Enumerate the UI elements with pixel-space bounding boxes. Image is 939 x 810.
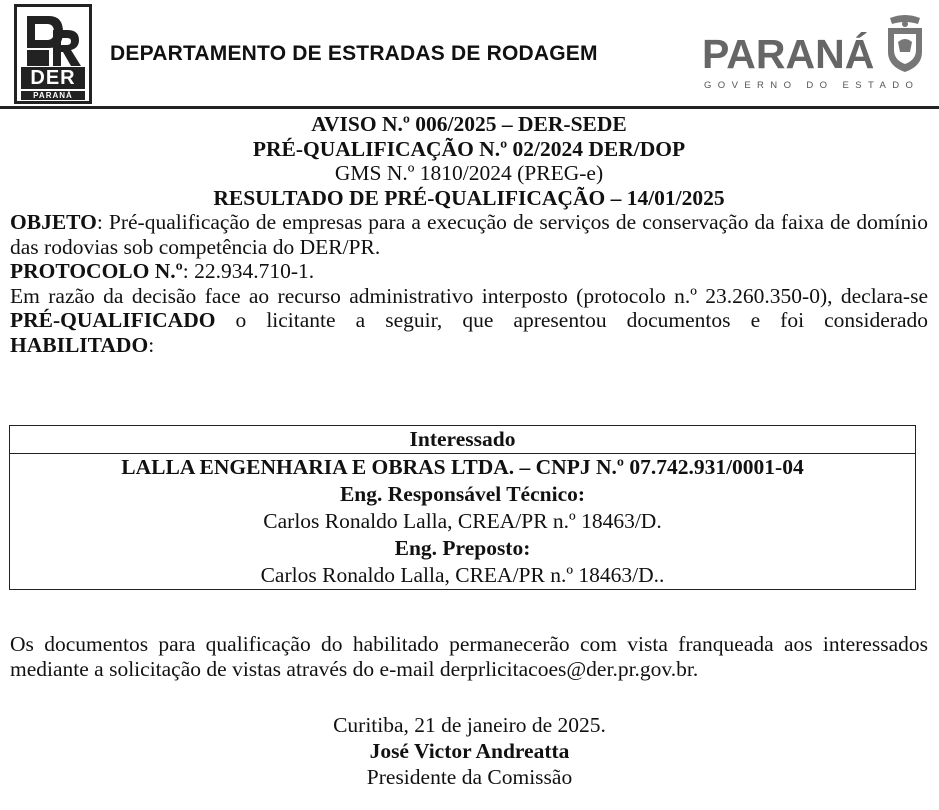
object-label: OBJETO	[10, 210, 97, 234]
decision-text-3: :	[148, 332, 155, 357]
decision-text-1: Em razão da decisão face ao recurso administrativo interposto (protocolo n.º 23.260.350-0), declara-se	[10, 283, 928, 308]
state-coat-of-arms-icon	[882, 12, 928, 74]
technical-responsible-value: Carlos Ronaldo Lalla, CREA/PR n.º 18463/D.	[263, 509, 662, 533]
der-logo-subtext: PARANÁ	[21, 91, 85, 100]
department-title: DEPARTAMENTO DE ESTRADAS DE RODAGEM	[110, 42, 598, 65]
signer-name: José Victor Andreatta	[369, 739, 570, 763]
der-logo-text: DER	[21, 67, 85, 89]
company-row: LALLA ENGENHARIA E OBRAS LTDA. – CNPJ N.º 07.742.931/0001-04	[121, 455, 804, 479]
result-title: RESULTADO DE PRÉ-QUALIFICAÇÃO – 14/01/2025	[213, 185, 725, 210]
documents-paragraph: Os documentos para qualificação do habilitado permanecerão com vista franqueada aos interessados mediante a solicitação de vistas através do e-mail derprlicitacoes@der.pr.gov.br.	[10, 632, 928, 681]
signer-role: Presidente da Comissão	[366, 765, 573, 789]
prequalification-number: PRÉ-QUALIFICAÇÃO N.º 02/2024 DER/DOP	[252, 136, 686, 161]
table-header: Interessado	[10, 426, 915, 454]
interested-party-table	[9, 425, 916, 590]
header-divider	[0, 106, 939, 109]
der-logo-mark-icon	[23, 12, 83, 68]
notice-body	[10, 112, 928, 357]
protocol-paragraph	[10, 259, 928, 284]
protocol-value: : 22.934.710-1.	[182, 259, 315, 283]
place-date: Curitiba, 21 de janeiro de 2025.	[333, 713, 606, 737]
parana-government-logo	[700, 10, 935, 96]
notice-title: AVISO N.º 006/2025 – DER-SEDE	[311, 112, 627, 136]
protocol-label: PROTOCOLO N.º	[10, 259, 183, 283]
representative-label: Eng. Preposto:	[394, 536, 531, 560]
qualified-label: HABILITADO	[10, 332, 149, 357]
prequalified-label: PRÉ-QUALIFICADO	[10, 308, 216, 332]
signature-block	[0, 712, 939, 790]
decision-paragraph	[10, 284, 928, 358]
parana-logo-subtext: GOVERNO DO ESTADO	[704, 80, 920, 91]
decision-text-2: o licitante a seguir, que apresentou documentos e foi considerado	[215, 308, 928, 332]
object-paragraph	[10, 210, 928, 259]
der-logo	[14, 4, 92, 104]
technical-responsible-label: Eng. Responsável Técnico:	[339, 482, 586, 506]
object-text: : Pré-qualificação de empresas para a execução de serviços de conservação da faixa de domínio das rodovias sob competência do DER/PR.	[10, 210, 928, 259]
parana-logo-text: PARANÁ	[702, 31, 875, 77]
representative-value: Carlos Ronaldo Lalla, CREA/PR n.º 18463/D..	[260, 563, 665, 587]
gms-number: GMS N.º 1810/2024 (PREG-e)	[334, 161, 604, 185]
document-header	[0, 0, 939, 110]
